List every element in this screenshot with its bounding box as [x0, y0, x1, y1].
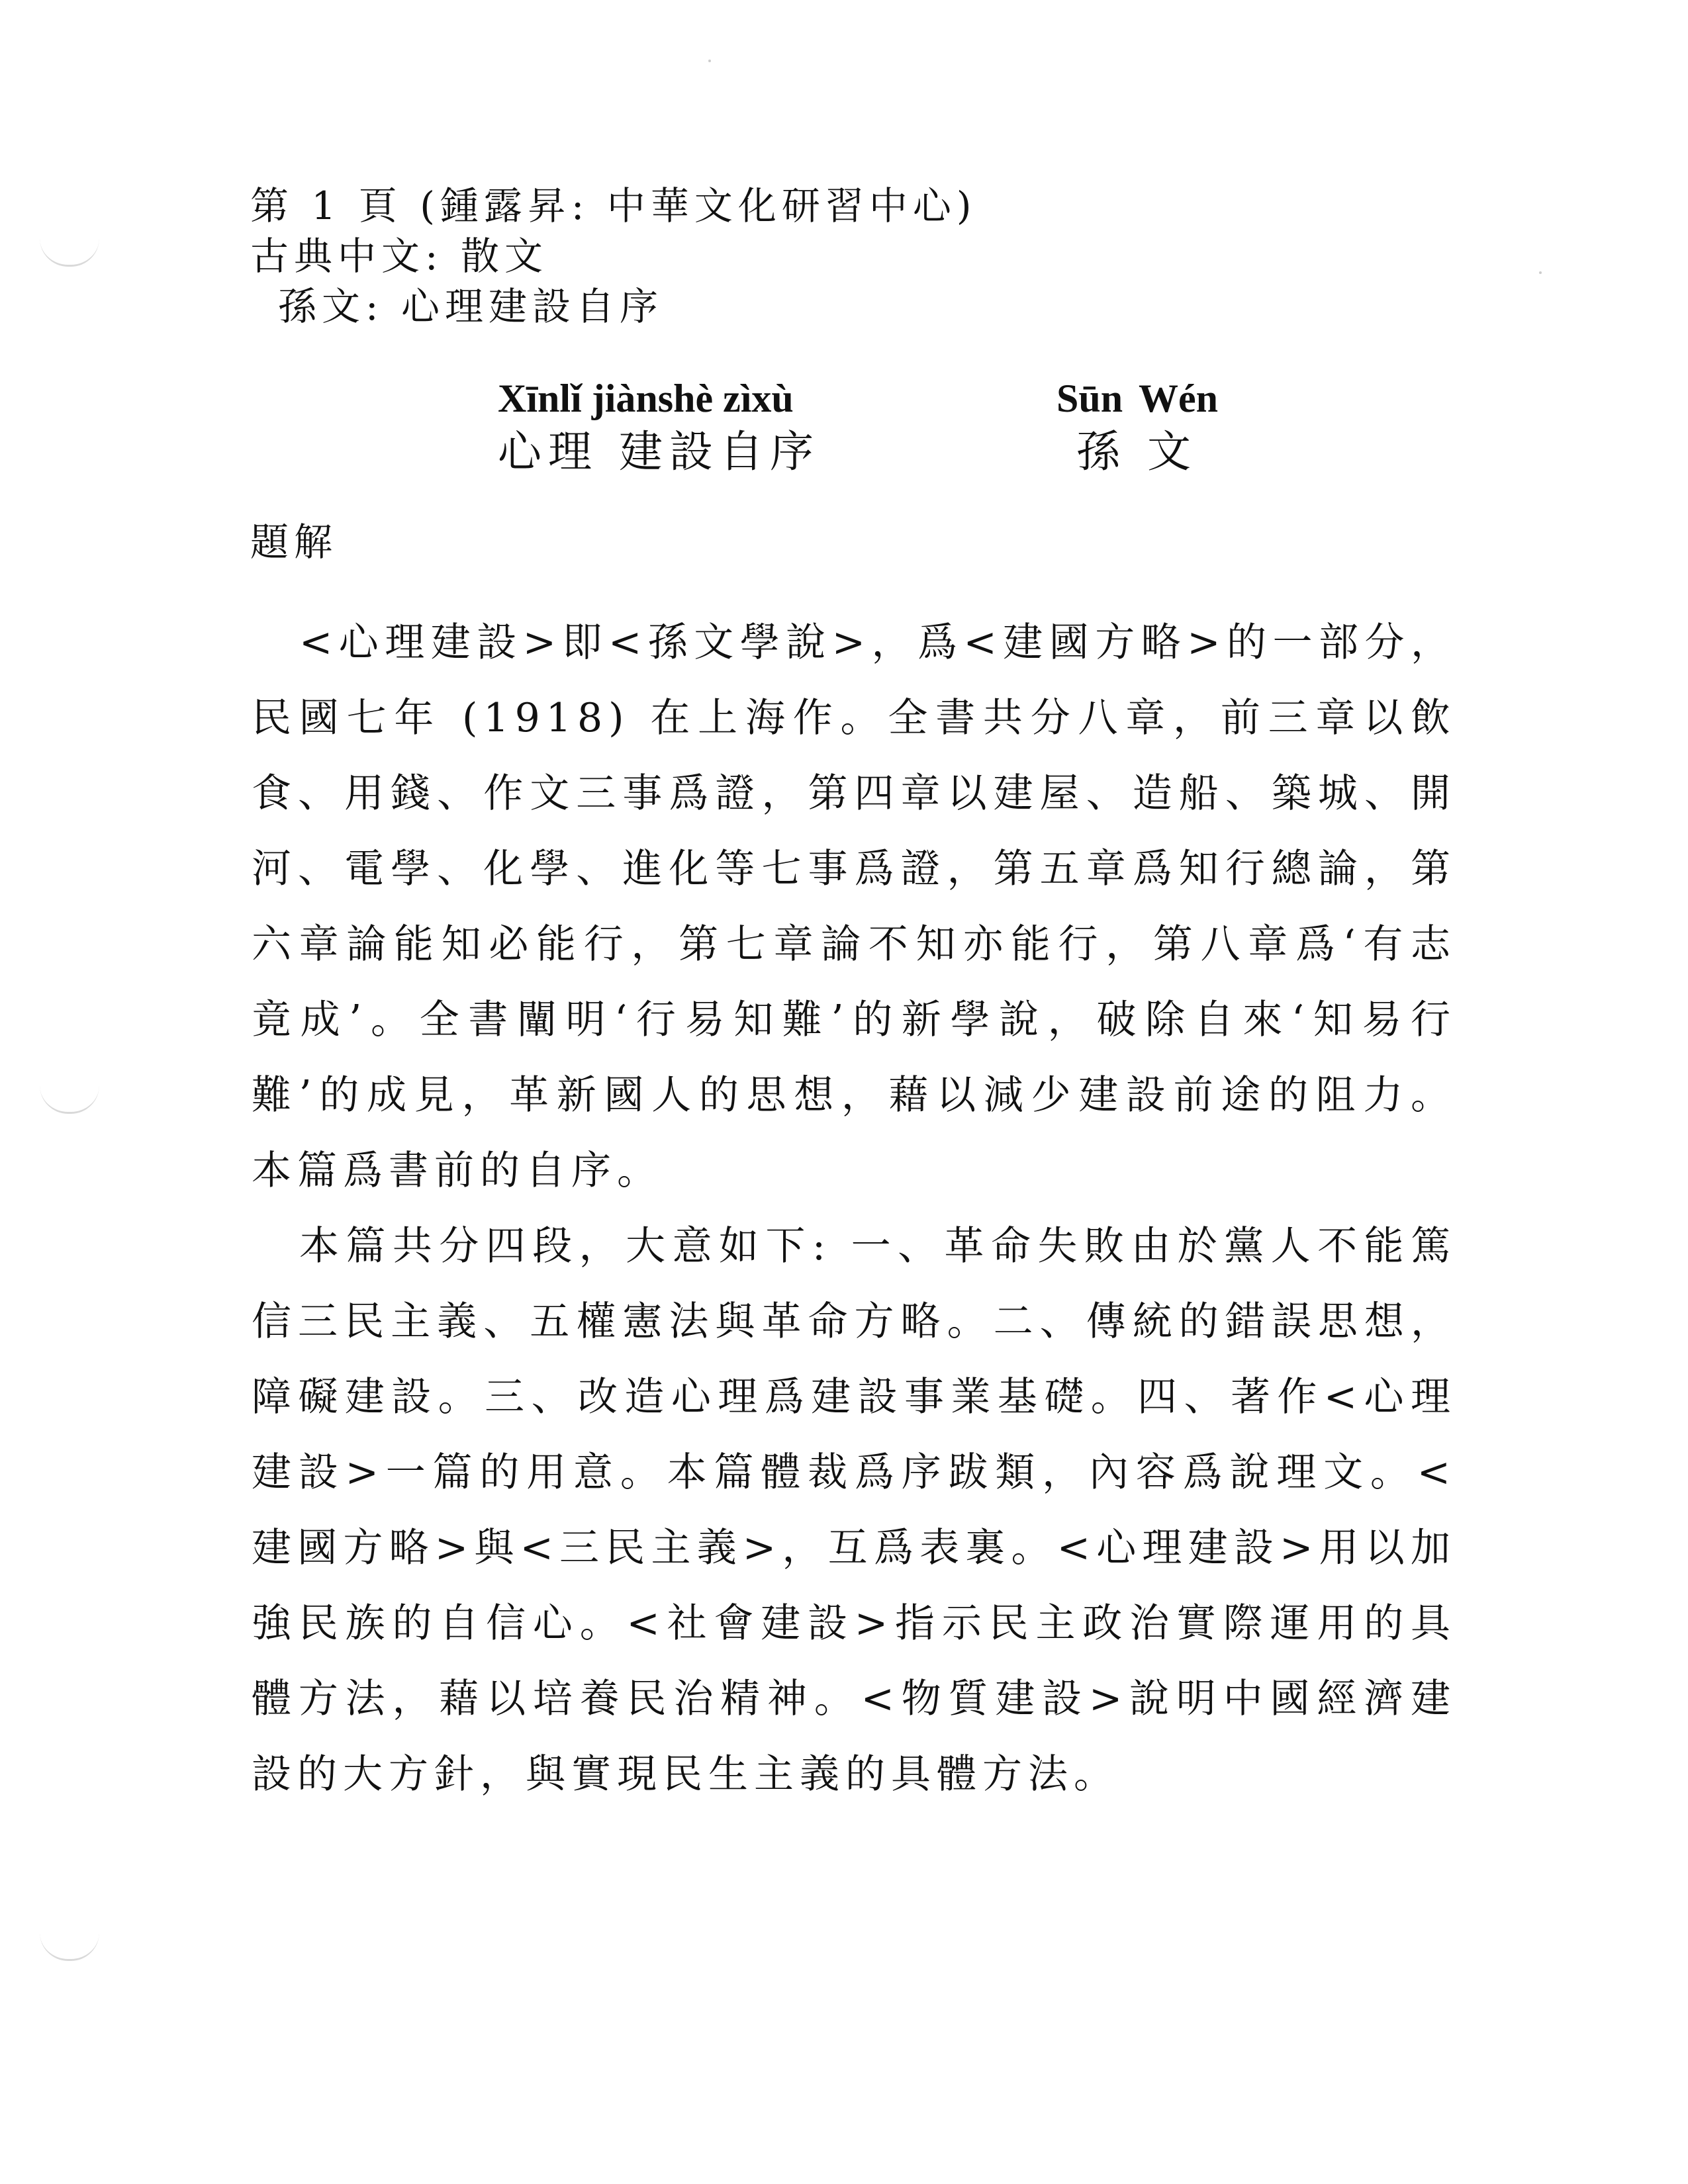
work-title-hanzi: 心理 建設自序 [498, 426, 820, 477]
binder-hole-mark [40, 1085, 99, 1114]
binder-hole-mark [40, 1933, 99, 1961]
course-line: 古典中文: 散文 [250, 234, 548, 279]
binder-hole-mark [40, 238, 99, 267]
author-name [1056, 377, 1219, 477]
work-title [498, 377, 820, 477]
work-title-pinyin: Xīnlǐ jiànshè zìxù [498, 377, 794, 420]
scan-speck [1539, 271, 1542, 274]
author-pinyin: Sūn Wén [1056, 377, 1219, 420]
paragraph-summary: 本篇共分四段，大意如下: 一、革命失敗由於黨人不能篤信三民主義、五權憲法與革命方略。二、傳統的錯誤思想，障礙建設。三、改造心理爲建設事業基礎。四、著作<心理建設>一篇的用意。本篇體裁爲序跋類，內容爲說理文。<建國方略>與<三民主義>，互爲表裏。<心理建設>用以加強民族的自信心。<社會建設>指示民主政治實際運用的具體方法，藉以培養民治精神。<物質建設>說明中國經濟建設的大方針，與實現民生主義的具體方法。 [252, 1223, 1456, 1797]
paragraph-intro: <心理建設>即<孫文學說>，爲<建國方略>的一部分，民國七年 (1918) 在上海作。全書共分八章，前三章以飲食、用錢、作文三事爲證，第四章以建屋、造船、築城、開河、電學、化學、進化等七事爲證，第五章爲知行總論，第六章論能知必能行，第七章論不知亦能行，第八章爲‘有志竟成’。全書闡明‘行易知難’的新學說，破除自來‘知易行難’的成見，革新國人的思想，藉以減少建設前途的阻力。本篇爲書前的自序。 [252, 619, 1456, 1194]
page-header-line: 第 1 頁 (鍾露昇: 中華文化研習中心) [250, 183, 977, 228]
lesson-title-line: 孫文: 心理建設自序 [278, 284, 663, 329]
author-hanzi: 孫 文 [1076, 426, 1197, 477]
scan-speck [708, 60, 711, 62]
section-heading: 題解 [250, 520, 338, 565]
